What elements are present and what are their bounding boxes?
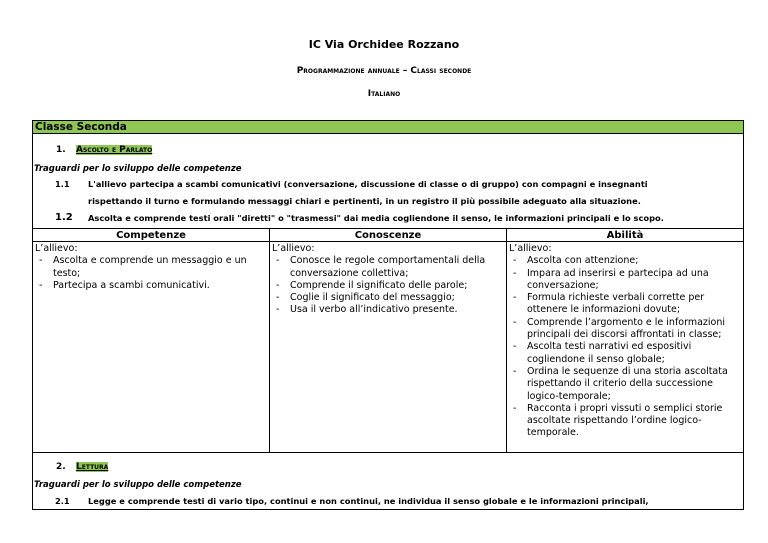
traguardo-number: 2.1 (55, 496, 70, 506)
list-item: - Racconta i propri vissuti o semplici storie ascoltate rispettando l’ordine logico-temporale. (509, 403, 739, 440)
program-title: Programmazione annuale – Classi seconde (296, 66, 472, 76)
table-top-border (33, 228, 743, 229)
list-item: - Ordina le sequenze di una storia ascoltata rispettando il criterio della successione logico-temporale; (509, 366, 739, 403)
list-item: - Comprende il significato delle parole; (272, 280, 500, 292)
list-item: - Usa il verbo all’indicativo presente. (272, 304, 500, 316)
traguardi-label: Traguardi per lo sviluppo delle competenze (34, 480, 242, 490)
abilita-column (509, 243, 739, 440)
list-item: - Ascolta e comprende un messaggio e un testo; (35, 255, 263, 280)
table-bottom-border (33, 452, 743, 453)
conoscenze-column (272, 243, 500, 317)
column-divider (506, 228, 507, 452)
column-divider (269, 228, 270, 452)
traguardo-text: Legge e comprende testi di vario tipo, continui e non continui, ne individua il senso globale e le informazioni principali, (88, 496, 649, 506)
list-item: - Partecipa a scambi comunicativi. (35, 280, 263, 292)
traguardo-text: L'allievo partecipa a scambi comunicativi (conversazione, discussione di classe o di gruppo) con compagni e insegnanti (88, 179, 648, 189)
curriculum-table (32, 120, 744, 510)
column-header-competenze: Competenze (116, 230, 186, 241)
column-intro: L’allievo: (272, 243, 315, 254)
competenze-column (35, 243, 263, 292)
column-header-abilita: Abilità (606, 230, 644, 241)
class-bar: Classe Seconda (33, 121, 743, 134)
column-intro: L’allievo: (509, 243, 552, 254)
section-number: 2. (56, 462, 66, 472)
list-item: - Comprende l’argomento e le informazioni principali dei discorsi affrontati in classe; (509, 317, 739, 342)
section-title: Lettura (76, 462, 109, 472)
subject-title: Italiano (367, 89, 401, 99)
list-item: - Formula richieste verbali corrette per ottenere le informazioni dovute; (509, 292, 739, 317)
traguardo-number: 1.1 (55, 179, 70, 189)
column-header-conoscenze: Conoscenze (354, 230, 422, 241)
traguardo-text: Ascolta e comprende testi orali "diretti" o "trasmessi" dai media cogliendone il senso, le informazioni principali e lo scopo. (88, 213, 664, 223)
section-number: 1. (56, 145, 66, 155)
list-item: - Ascolta con attenzione; (509, 255, 739, 267)
section-heading-1 (56, 145, 152, 155)
traguardi-label: Traguardi per lo sviluppo delle competenze (34, 164, 242, 174)
list-item: - Coglie il significato del messaggio; (272, 292, 500, 304)
list-item: - Impara ad inserirsi e partecipa ad una conversazione; (509, 268, 739, 293)
traguardo-text: rispettando il turno e formulando messaggi chiari e pertinenti, in un registro il più possibile adeguato alla situazione. (88, 196, 641, 206)
section-heading-2 (56, 462, 108, 472)
traguardo-number: 1.2 (55, 212, 73, 223)
list-item: - Ascolta testi narrativi ed espositivi cogliendone il senso globale; (509, 341, 739, 366)
list-item: - Conosce le regole comportamentali della conversazione collettiva; (272, 255, 500, 280)
section-title: Ascolto e Parlato (76, 145, 153, 155)
school-title: IC Via Orchidee Rozzano (308, 38, 460, 51)
column-intro: L’allievo: (35, 243, 78, 254)
table-header-border (33, 241, 743, 242)
